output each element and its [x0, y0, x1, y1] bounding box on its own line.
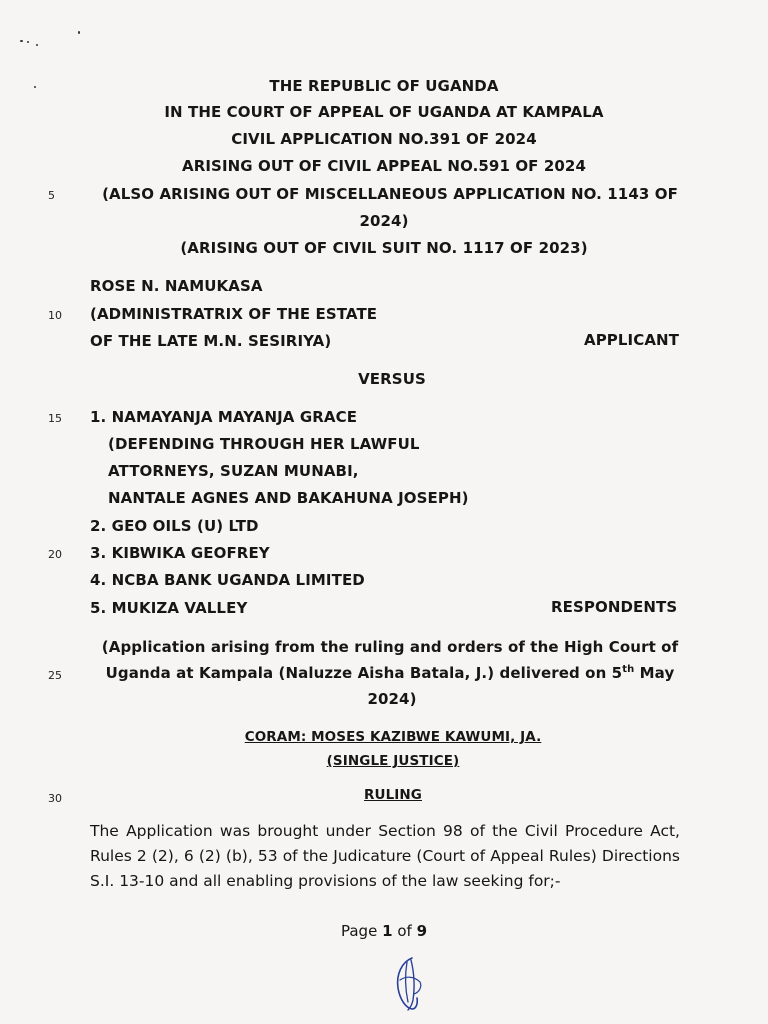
- scan-speck: [20, 40, 23, 42]
- header-court: IN THE COURT OF APPEAL OF UGANDA AT KAMPALA: [164, 103, 604, 121]
- origin-line-2-text: Uganda at Kampala (Naluzze Aisha Batala, J.) delivered on 5: [105, 664, 623, 682]
- ruling-heading: RULING: [364, 787, 422, 803]
- signature-initials-icon: [392, 952, 426, 1014]
- respondent-5: 5. MUKIZA VALLEY: [90, 599, 248, 617]
- ordinal-suffix: th: [622, 664, 635, 675]
- coram-justice: CORAM: MOSES KAZIBWE KAWUMI, JA.: [244, 729, 542, 745]
- total-pages-number: 9: [416, 922, 427, 940]
- header-misc-application-year: 2024): [359, 212, 409, 230]
- applicant-role: APPLICANT: [584, 331, 680, 349]
- applicant-name: ROSE N. NAMUKASA: [90, 277, 263, 295]
- origin-line-2: [90, 663, 690, 683]
- respondent-4: 4. NCBA BANK UGANDA LIMITED: [90, 571, 365, 589]
- respondent-1: 1. NAMAYANJA MAYANJA GRACE: [90, 408, 358, 426]
- line-number: 5: [48, 189, 55, 202]
- header-appeal-no: ARISING OUT OF CIVIL APPEAL NO.591 OF 2024: [182, 157, 586, 175]
- coram-single-justice: (SINGLE JUSTICE): [326, 753, 460, 769]
- scan-speck: [78, 31, 80, 34]
- respondents-role: RESPONDENTS: [551, 598, 678, 616]
- header-application-no: CIVIL APPLICATION NO.391 OF 2024: [231, 130, 537, 148]
- respondent-1-detail: (DEFENDING THROUGH HER LAWFUL: [108, 435, 420, 453]
- origin-line-1: (Application arising from the ruling and orders of the High Court of: [101, 638, 679, 656]
- scan-speck: [36, 44, 38, 46]
- origin-line-3: 2024): [367, 690, 417, 708]
- applicant-detail: OF THE LATE M.N. SESIRIYA): [90, 332, 332, 350]
- respondent-1-detail: NANTALE AGNES AND BAKAHUNA JOSEPH): [108, 489, 469, 507]
- header-misc-application: (ALSO ARISING OUT OF MISCELLANEOUS APPLICATION NO. 1143 OF: [102, 185, 678, 203]
- current-page-number: 1: [382, 922, 393, 940]
- header-civil-suit: (ARISING OUT OF CIVIL SUIT NO. 1117 OF 2023): [180, 239, 588, 257]
- respondent-3: 3. KIBWIKA GEOFREY: [90, 544, 270, 562]
- page-word: Page: [340, 922, 378, 940]
- ruling-body-paragraph: The Application was brought under Section 98 of the Civil Procedure Act, Rules 2 (2), 6 (2) (b), 53 of the Judicature (Court of Appeal Rules) Directions S.I. 13-10 and all enabling provisions of the law seeking for;-: [90, 822, 680, 890]
- line-number: 25: [48, 669, 62, 682]
- versus-label: VERSUS: [358, 370, 426, 388]
- applicant-detail: (ADMINISTRATRIX OF THE ESTATE: [90, 305, 378, 323]
- page-footer: [0, 922, 768, 940]
- line-number: 20: [48, 548, 62, 561]
- origin-line-2-month: May: [634, 664, 675, 682]
- respondent-2: 2. GEO OILS (U) LTD: [90, 517, 259, 535]
- respondent-1-detail: ATTORNEYS, SUZAN MUNABI,: [108, 462, 359, 480]
- line-number: 30: [48, 792, 62, 805]
- of-word: of: [397, 922, 412, 940]
- scan-speck: [27, 41, 29, 43]
- line-number: 15: [48, 412, 62, 425]
- line-number: 10: [48, 309, 62, 322]
- header-republic: THE REPUBLIC OF UGANDA: [269, 77, 499, 95]
